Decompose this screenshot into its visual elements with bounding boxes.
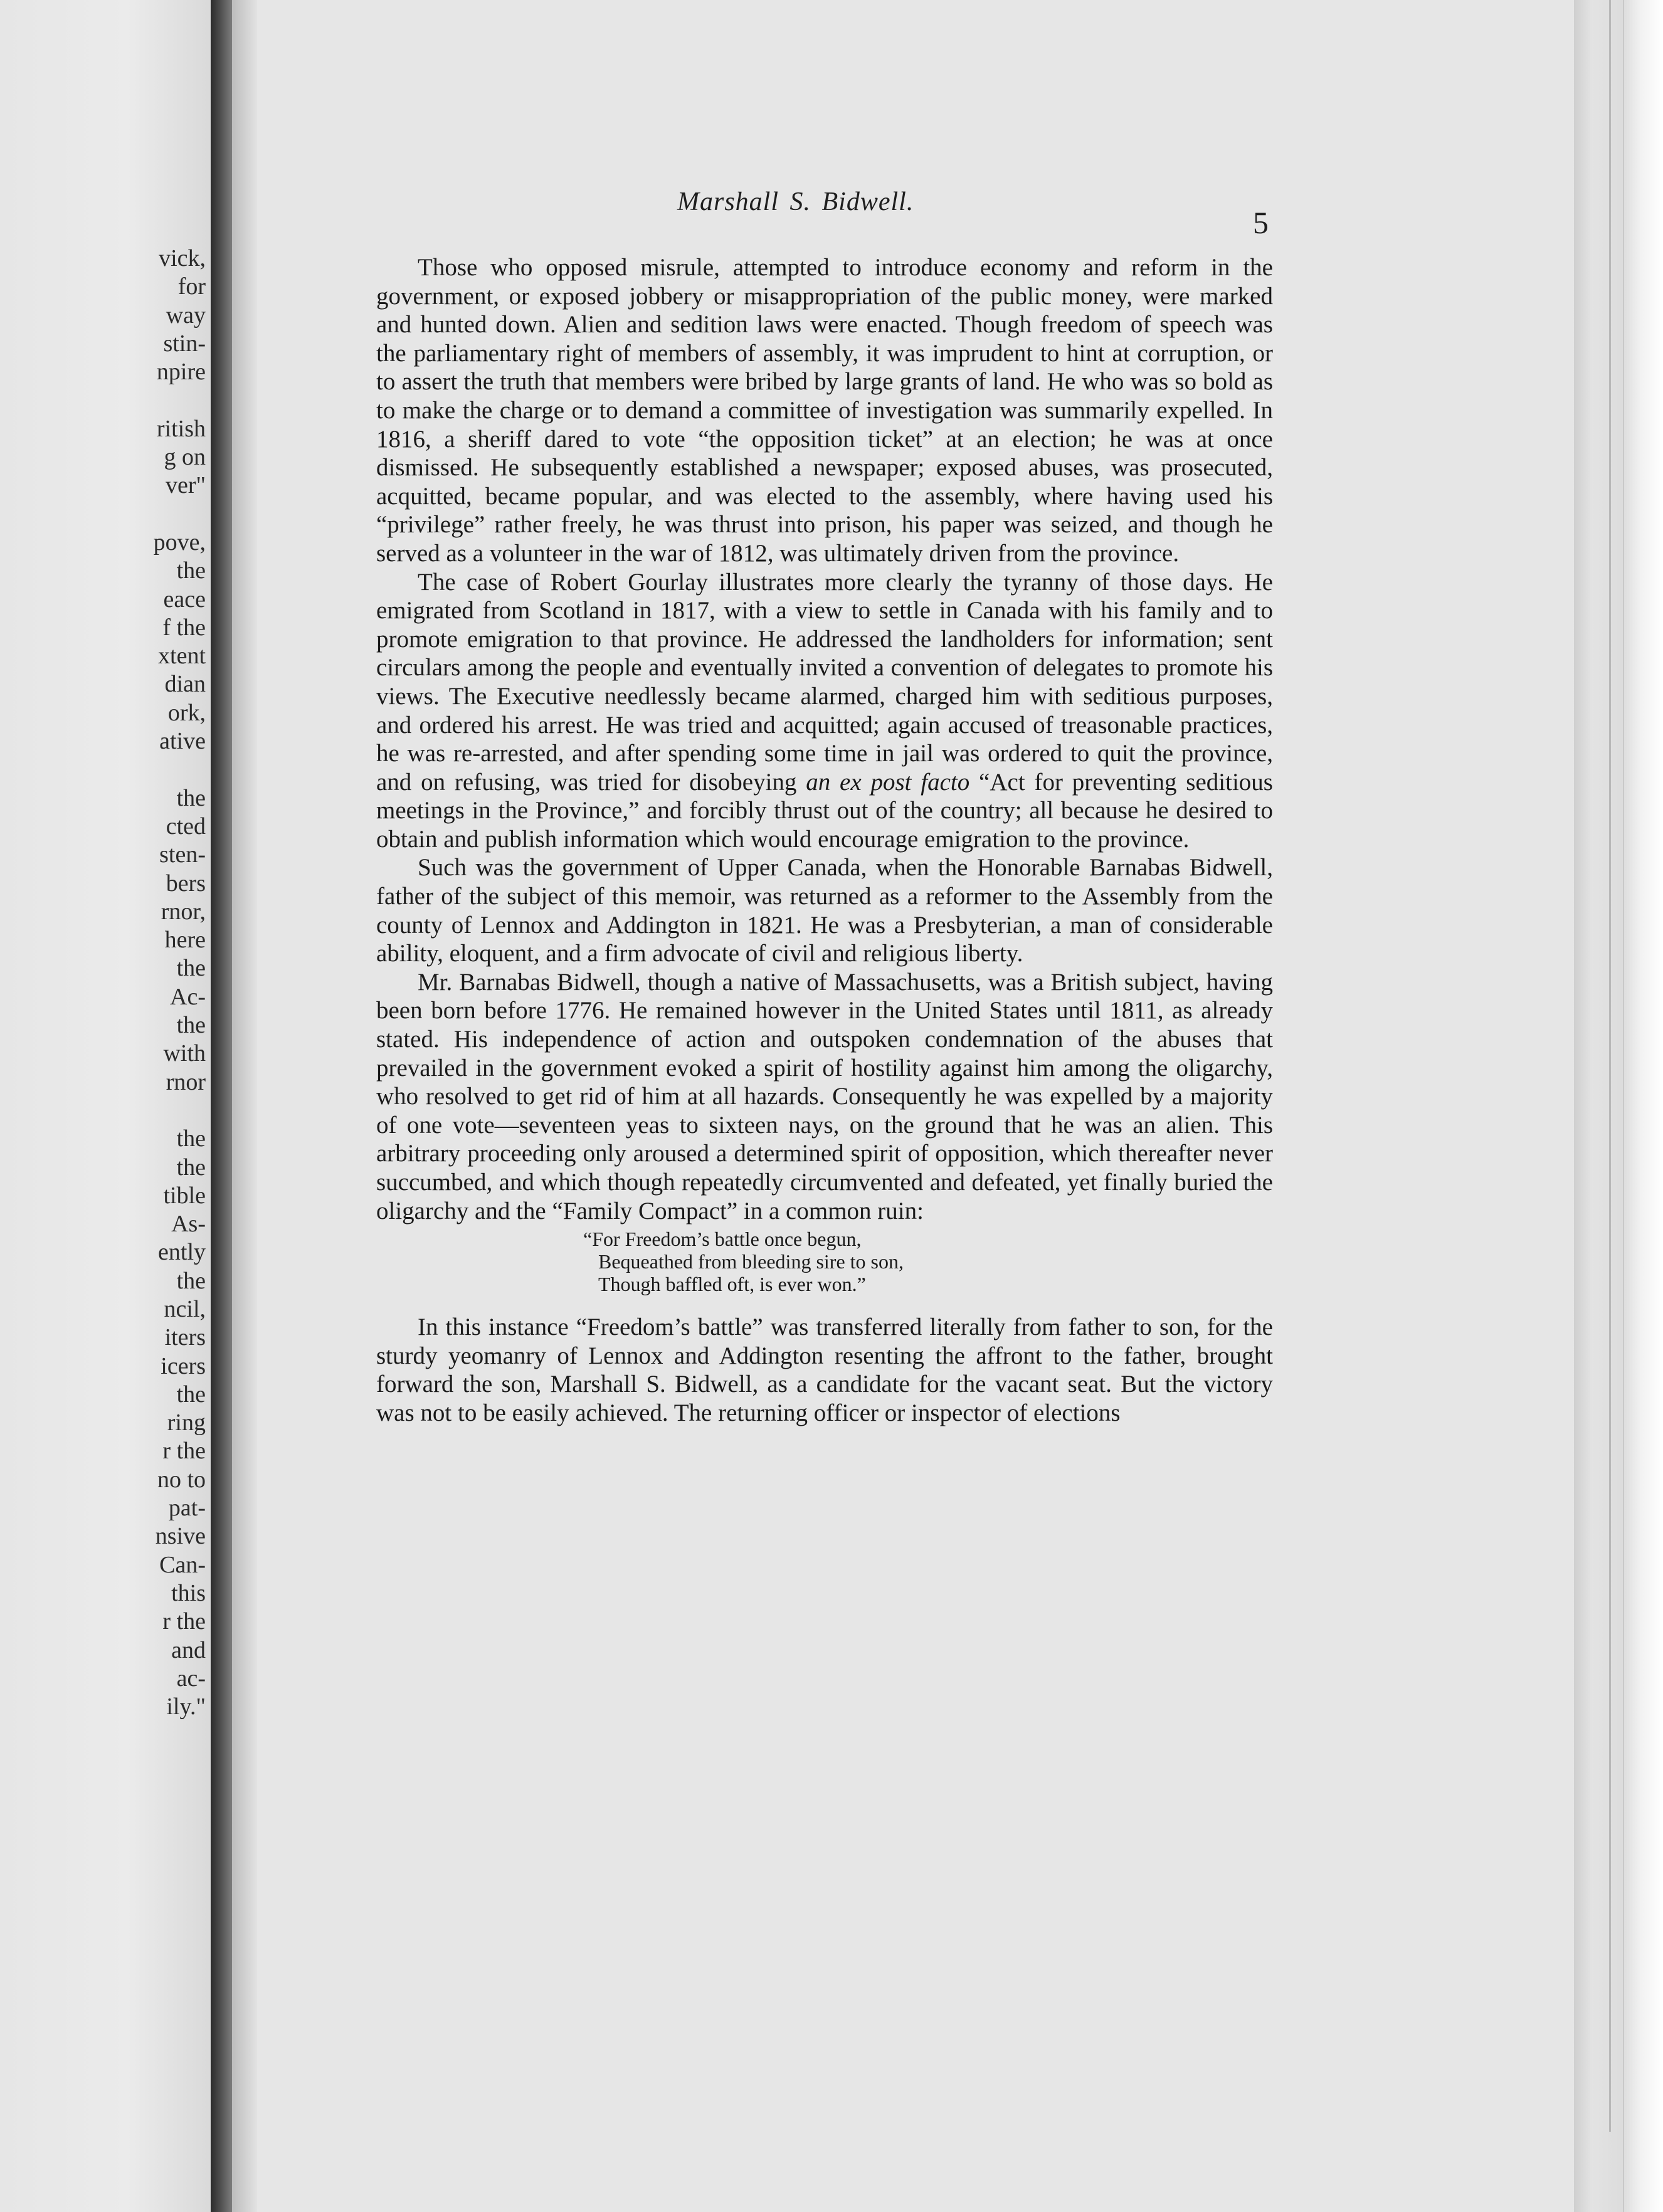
- page-number: 5: [1253, 205, 1269, 240]
- left-adjacent-page: [0, 0, 213, 2212]
- body-text: [376, 253, 1273, 1428]
- left-page-fragment: the: [176, 784, 206, 811]
- left-page-fragment: way: [166, 302, 206, 329]
- left-page-fragment: Ac-: [170, 983, 206, 1010]
- left-page-fragment: and: [171, 1636, 206, 1663]
- left-page-fragment: eace: [163, 586, 206, 613]
- left-page-fragment: ently: [158, 1239, 206, 1266]
- page-edge-line: [1623, 0, 1624, 2212]
- left-page-fragment: stin-: [163, 330, 206, 357]
- book-gutter: [211, 0, 232, 2212]
- verse-quotation: [583, 1228, 1273, 1295]
- left-page-fragment: ncil,: [164, 1295, 206, 1322]
- left-page-fragment: the: [176, 1125, 206, 1152]
- left-page-fragment: rnor,: [161, 898, 206, 925]
- left-page-fragment: r the: [162, 1608, 206, 1635]
- paragraph-gourlay: [376, 568, 1273, 854]
- running-head: Marshall S. Bidwell.: [677, 187, 914, 216]
- paragraph-barnabas-expelled: Mr. Barnabas Bidwell, though a native of Massachusetts, was a British subject, having been born before 1776. He remained however in the United States until 1811, as already stated. His independence of action and outspoken condemnation of the abuses that prevailed in the government evoked a spirit of hostility against him among the oligarchy, who resolved to get rid of him at all hazards. Consequently he was expelled by a majority of one vote—seventeen yeas to sixteen nays, on the ground that he was an alien. This arbitrary proceeding only aroused a determined spirit of opposition, which thereafter never succumbed, and which though repeatedly circumvented and defeated, yet finally buried the oligarchy and the “Family Compact” in a common ruin:: [376, 968, 1273, 1224]
- left-page-fragment: iters: [164, 1324, 206, 1351]
- left-page-fragment: f the: [162, 614, 206, 641]
- left-page-fragment: As-: [171, 1211, 206, 1238]
- paragraph-freedoms-battle: In this instance “Freedom’s battle” was transferred literally from father to son, for the sturdy yeomanry of Lennox and Addington resenting the affront to the father, brought forward the son, Marshall S. Bidwell, as a candidate for the vacant seat. But the victory was not to be easily achieved. The returning officer or inspector of elections: [376, 1314, 1273, 1426]
- left-page-fragment: tible: [163, 1182, 206, 1209]
- paragraph-barnabas-returned: Such was the government of Upper Canada, when the Honorable Barnabas Bidwell, father of the subject of this memoir, was returned as a reformer to the Assembly from the county of Lennox and Addington in 1821. He was a Presbyterian, a man of considerable ability, eloquent, and a firm advocate of civil and religious liberty.: [376, 854, 1273, 967]
- left-page-fragment: the: [176, 1267, 206, 1294]
- left-page-fragment: nsive: [155, 1523, 206, 1550]
- left-page-fragment: ily.": [166, 1693, 206, 1720]
- page-edge-line: [1609, 0, 1611, 2132]
- left-page-fragment: [5, 1097, 206, 1125]
- left-page-fragment: ork,: [167, 699, 206, 726]
- left-page-fragment: npire: [156, 359, 206, 386]
- left-page-fragment: icers: [161, 1352, 206, 1379]
- left-page-fragment: r the: [162, 1438, 206, 1465]
- left-page-fragment: ac-: [176, 1665, 206, 1692]
- left-page-fragment: rnor: [166, 1068, 206, 1095]
- left-page-fragment: sten-: [159, 841, 206, 868]
- left-page-fragment: cted: [166, 813, 206, 840]
- left-page-fragment: [5, 756, 206, 784]
- gourlay-text-part-2: “Act for preventing seditious meetings in the Province,” and forcibly thrust out of the country; all because he desired to obtain and publish information which would encourage emigration to the province.: [376, 768, 1273, 853]
- gourlay-text-part-1: The case of Robert Gourlay illustrates more clearly the tyranny of those days. He emigrated from Scotland in 1817, with a view to settle in Canada with his family and to promote emigration to that province. He addressed the landholders for information; sent circulars among the people and eventually invited a convention of delegates to promote his views. The Executive needlessly became alarmed, charged him with seditious purposes, and ordered his arrest. He was tried and acquitted; again accused of treasonable practices, he was re-arrested, and after spending some time in jail was ordered to quit the province, and on refusing, was tried for disobeying: [376, 568, 1273, 796]
- left-page-fragment: no to: [157, 1466, 206, 1493]
- left-page-fragment: bers: [166, 870, 206, 897]
- left-page-fragment: for: [177, 273, 206, 300]
- verse-line: Bequeathed from bleeding sire to son,: [598, 1250, 904, 1273]
- paragraph-misrule: Those who opposed misrule, attempted to introduce economy and reform in the government, or exposed jobbery or misappropriation of the public money, were marked and hunted down. Alien and sedition laws were enacted. Though freedom of speech was the parliamentary right of members of assembly, it was imprudent to hint at corruption, or to assert the truth that members were bribed by large grants of land. He who was so bold as to make the charge or to demand a committee of investigation was summarily expelled. In 1816, a sheriff dared to vote “the opposition ticket” at an election; he was at once dismissed. He subsequently established a newspaper; exposed abuses, was prosecuted, acquitted, became popular, and was elected to the assembly, where having used his “privilege” rather freely, he was thrust into prison, his paper was seized, and though he served as a volunteer in the war of 1812, was ultimately driven from the province.: [376, 254, 1273, 567]
- left-page-fragment: ritish: [156, 415, 206, 442]
- left-page-text-fragments: [5, 245, 206, 1721]
- ex-post-facto-italic: an ex post facto: [806, 768, 970, 796]
- left-page-fragment: g on: [164, 444, 206, 471]
- left-page-fragment: with: [163, 1040, 206, 1067]
- left-page-fragment: [5, 500, 206, 529]
- left-page-fragment: ver": [165, 472, 206, 499]
- left-page-fragment: ring: [167, 1409, 206, 1436]
- left-page-fragment: [5, 386, 206, 414]
- left-page-fragment: pove,: [153, 529, 206, 556]
- left-page-fragment: the: [176, 1012, 206, 1039]
- left-page-fragment: here: [164, 927, 206, 954]
- left-page-fragment: ative: [159, 728, 206, 755]
- page-edge: [1574, 0, 1663, 2212]
- left-page-fragment: Can-: [159, 1551, 206, 1578]
- left-page-fragment: the: [176, 557, 206, 584]
- left-page-fragment: pat-: [168, 1495, 206, 1522]
- left-page-fragment: dian: [164, 671, 206, 698]
- left-page-fragment: the: [176, 1381, 206, 1408]
- left-page-fragment: the: [176, 955, 206, 982]
- gutter-shadow: [232, 0, 257, 2212]
- left-page-fragment: this: [171, 1579, 206, 1606]
- verse-line: “For Freedom’s battle once begun,: [583, 1228, 862, 1251]
- left-page-fragment: xtent: [158, 643, 206, 670]
- verse-line: Though baffled oft, is ever won.”: [598, 1273, 866, 1296]
- left-page-fragment: the: [176, 1154, 206, 1181]
- left-page-fragment: vick,: [159, 245, 206, 271]
